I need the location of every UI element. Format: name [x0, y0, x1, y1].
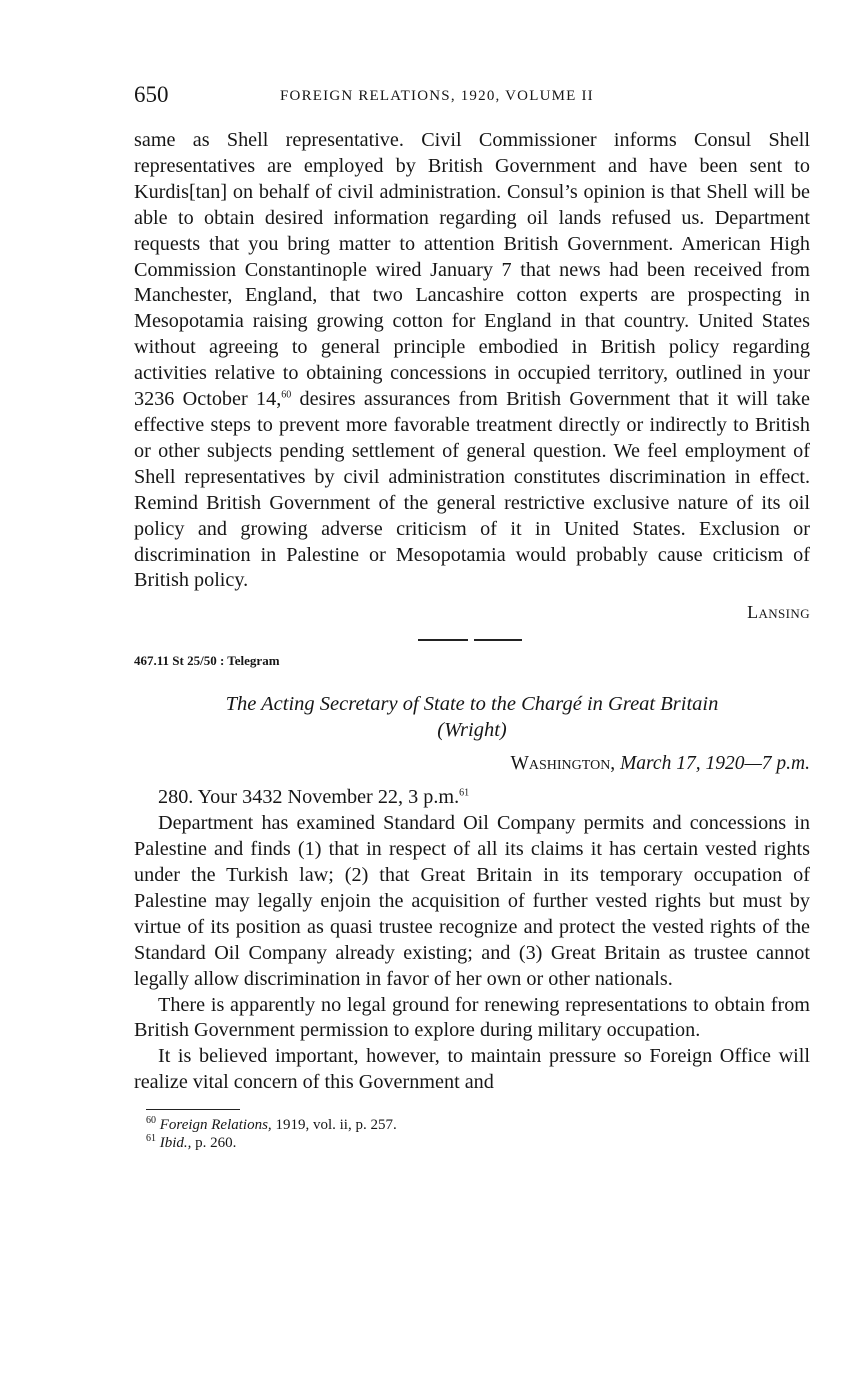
telegram-paragraph-1: [134, 785, 810, 811]
footnote-ref-61: 61: [459, 787, 470, 799]
divider-rule-right: [474, 639, 522, 641]
telegram-paragraph-4: It is believed important, however, to maintain pressure so Foreign Office will realize vital concern of this Government and: [134, 1045, 810, 1094]
document-title-line-2: (Wright): [437, 719, 507, 742]
section-divider: [134, 635, 810, 645]
telegram-paragraph-2: Department has examined Standard Oil Company permits and concessions in Palestine and finds (1) that in respect of all its claims it has certain vested rights under the Turkish law; (2) that Great Britain in its temporary occupation of Palestine may legally enjoin the acquisition of further vested rights but must by virtue of its position as quasi trustee recognize and protect the vested rights of the Standard Oil Company already existing; and (3) Great Britain as trustee cannot legally allow discrimination in favor of her own or other nationals.: [134, 812, 810, 990]
footnote-rule: [146, 1109, 240, 1110]
dateline-place: Washington,: [510, 753, 616, 775]
telegram-paragraph-3: There is apparently no legal ground for renewing representations to obtain from British Government permission to explore during military occupation.: [134, 993, 810, 1042]
footnote-60-source: Foreign Relations,: [159, 1117, 272, 1134]
telegram-paragraph-1-text: 280. Your 3432 November 22, 3 p.m.: [158, 786, 460, 809]
footnote-61-source: Ibid.,: [159, 1135, 192, 1152]
footnote-60: [146, 1116, 810, 1134]
footnotes: [146, 1116, 810, 1152]
footnote-61: [146, 1134, 810, 1152]
dateline: [134, 753, 810, 775]
file-reference: 467.11 St 25/50 : Telegram: [134, 653, 280, 669]
first-document-body: [134, 128, 810, 594]
footnote-61-rest: p. 260.: [191, 1135, 237, 1152]
document-title: [134, 691, 810, 743]
footnote-ref-60: 60: [281, 389, 292, 401]
running-head-title: FOREIGN RELATIONS, 1920, VOLUME II: [280, 88, 594, 104]
running-head: [134, 80, 810, 114]
footnote-60-rest: 1919, vol. ii, p. 257.: [271, 1117, 397, 1134]
footnote-61-number: 61: [146, 1133, 156, 1145]
divider-rule-left: [418, 639, 468, 641]
signature: Lansing: [747, 602, 810, 623]
document-title-line-1: The Acting Secretary of State to the Chargé in Great Britain: [225, 693, 719, 716]
page-number: 650: [134, 82, 169, 107]
first-document-text-continued: desires assurances from British Government that it will take effective steps to prevent more favorable treatment directly or indirectly to British or other subjects pending settlement of general question. We feel employment of Shell representatives by civil administration constitutes discrimination in effect. Remind British Government of the general restrictive exclusive nature of its oil policy and growing adverse criticism of it in United States. Exclusion or discrimination in Palestine or Mesopotamia would probably cause criticism of British policy.: [134, 388, 810, 592]
first-document-text: same as Shell representative. Civil Commissioner informs Consul Shell representatives are employed by British Government and have been sent to Kurdis[tan] on behalf of civil administration. Consul’s opinion is that Shell will be able to obtain desired information regarding oil lands refused us. Department requests that you bring matter to attention British Government. American High Commission Constantinople wired January 7 that news had been received from Manchester, England, that two Lancashire cotton experts are prospecting in Mesopotamia raising growing cotton for England in that country. United States without agreeing to general principle embodied in British policy regarding activities relative to obtaining concessions in occupied territory, outlined in your 3236 October 14,: [134, 129, 810, 411]
document-page: [134, 80, 810, 1152]
footnote-60-number: 60: [146, 1115, 156, 1127]
dateline-date: March 17, 1920—7 p.m.: [620, 753, 810, 775]
